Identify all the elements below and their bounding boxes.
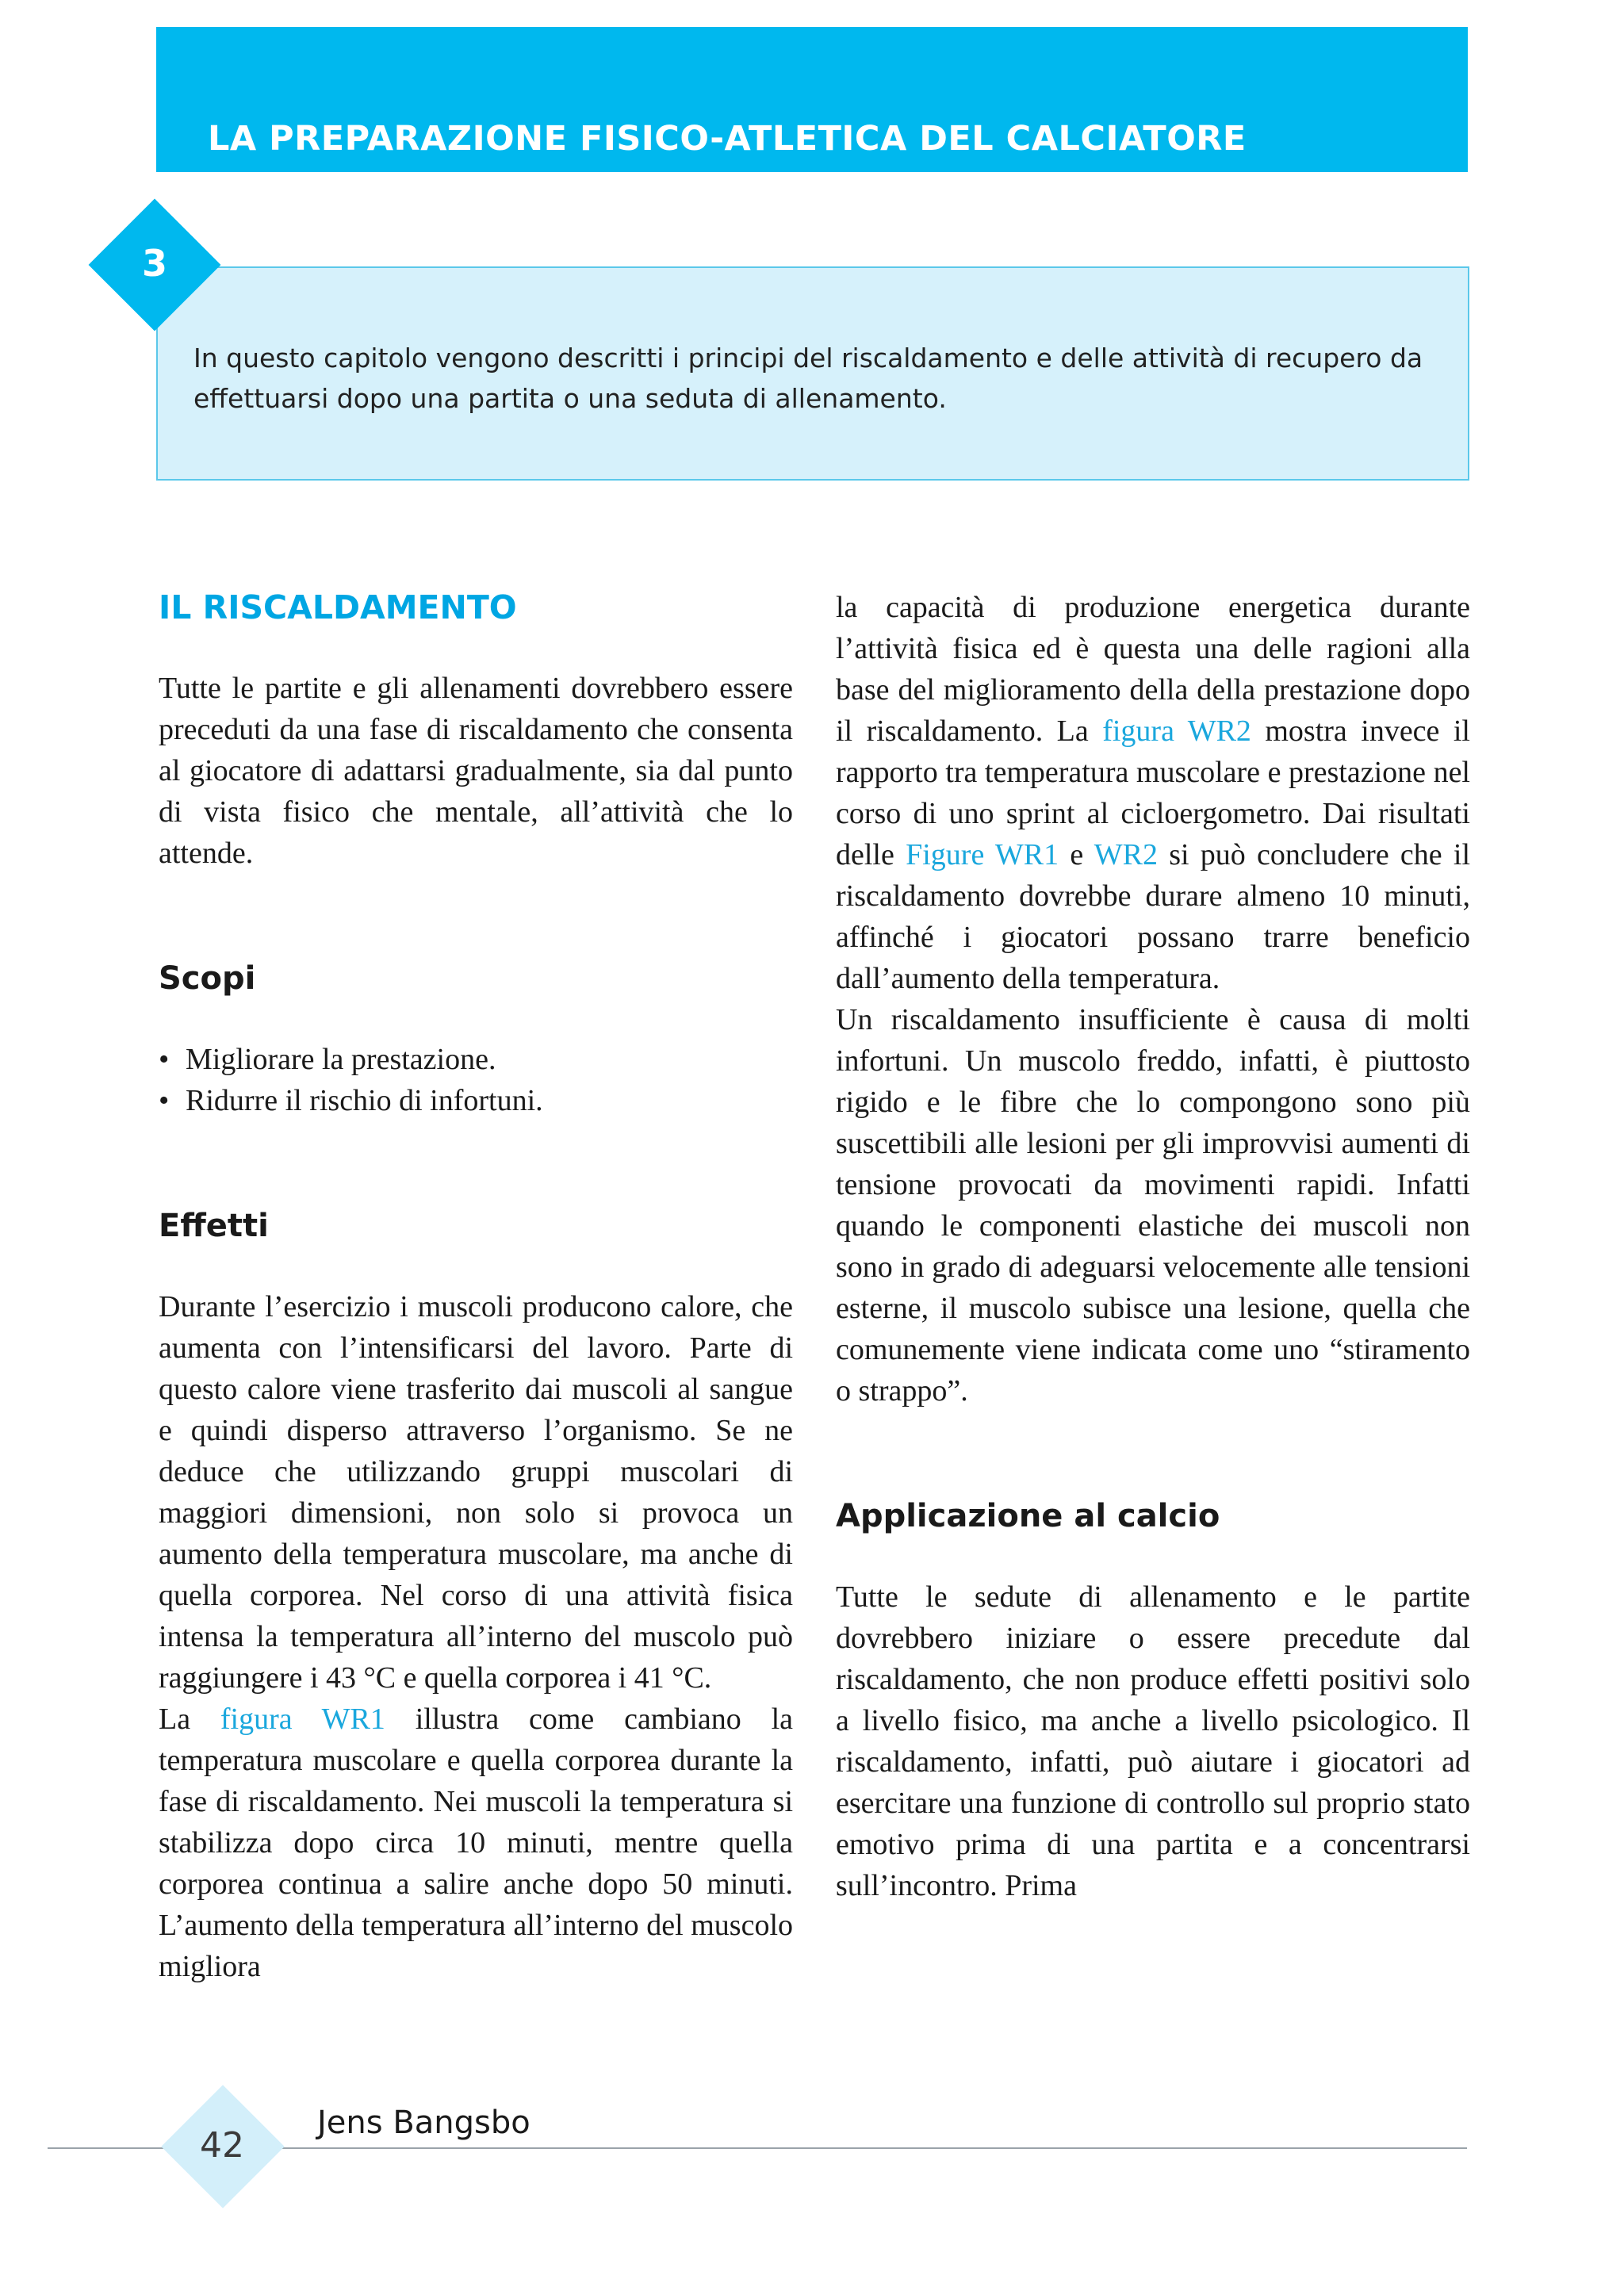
text-run: la capacità di produzione energetica durante l’attività fisica ed è questa una delle ragioni alla base del miglioramento della della prestazione dopo il riscaldamento. La <box>836 591 1470 748</box>
running-header-title: LA PREPARAZIONE FISICO-ATLETICA DEL CALCIATORE <box>208 119 1247 159</box>
figure-reference-link[interactable]: figura WR2 <box>1102 714 1251 748</box>
applicazione-paragraph: Tutte le sedute di allenamento e le partite dovrebbero iniziare o essere precedute dal riscaldamento, che non produce effetti positivi solo a livello fisico, ma anche a livello psicologico. Il riscaldamento, infatti, può aiutare i giocatori ad esercitare una funzione di controllo sul proprio stato emotivo prima di una partita e a concentrarsi sull’incontro. Prima <box>836 1580 1470 1902</box>
figure-reference-link[interactable]: WR2 <box>1094 838 1158 871</box>
list-item-text: Ridurre il rischio di infortuni. <box>186 1084 543 1117</box>
chapter-number: 3 <box>141 242 167 285</box>
figure-reference-link[interactable]: Figure WR1 <box>906 838 1059 871</box>
chapter-summary-text: In questo capitolo vengono descritti i principi del riscaldamento e delle attività di recupero da effettuarsi dopo una partita o una seduta di allenamento. <box>193 343 1423 414</box>
right-paragraph-1 <box>836 587 1470 999</box>
scopi-list <box>159 1039 793 1121</box>
list-item <box>159 1080 793 1121</box>
page-number: 42 <box>200 2125 244 2166</box>
right-paragraph-2: Un riscaldamento insufficiente è causa di molti infortuni. Un muscolo freddo, infatti, è piuttosto rigido e le fibre che lo compongono sono più suscettibili alle lesioni per gli improvvisi aumenti di tensione provocati da movimenti rapidi. Infatti quando le componenti elastiche dei muscoli non sono in grado di adeguarsi velocemente alle tensioni esterne, il muscolo subisce una lesione, quella che comunemente viene indicata come uno “stiramento o strappo”. <box>836 1003 1470 1408</box>
left-column <box>159 587 793 1987</box>
text-run: mostra invece il rapporto tra temperatura muscolare e prestazione nel corso di uno sprint al cicloergometro. Dai risultati delle <box>836 714 1470 871</box>
effetti-paragraph-2 <box>159 1699 793 1987</box>
text-run: illustra come cambiano la temperatura muscolare e quella corporea durante la fase di riscaldamento. Nei muscoli la temperatura si stabilizza dopo circa 10 minuti, mentre quella corporea continua a salire anche dopo 50 minuti. L’aumento della temperatura all’interno del muscolo migliora <box>159 1703 793 1983</box>
subheading-effetti: Effetti <box>159 1208 269 1244</box>
subheading-scopi: Scopi <box>159 960 256 997</box>
list-item <box>159 1039 793 1080</box>
text-run: si può concludere che il riscaldamento dovrebbe durare almeno 10 minuti, affinché i giocatori possano trarre beneficio dall’aumento della temperatura. <box>836 838 1470 995</box>
subheading-applicazione: Applicazione al calcio <box>836 1498 1220 1534</box>
text-run: La <box>159 1703 220 1736</box>
intro-paragraph: Tutte le partite e gli allenamenti dovrebbero essere preceduti da una fase di riscaldamento che consenta al giocatore di adattarsi gradualmente, sia dal punto di vista fisico che mentale, all’attività che lo attende. <box>159 672 793 870</box>
effetti-paragraph-1: Durante l’esercizio i muscoli producono calore, che aumenta con l’intensificarsi del lavoro. Parte di questo calore viene trasferito dai muscoli al sangue e quindi disperso attraverso l’organismo. Se ne deduce che utilizzando gruppi muscolari di maggiori dimensioni, non solo si provoca un aumento della temperatura muscolare, ma anche di quella corporea. Nel corso di una attività fisica intensa la temperatura all’interno del muscolo può raggiungere i 43 °C e quella corporea i 41 °C. <box>159 1290 793 1695</box>
chapter-summary-box <box>156 266 1469 481</box>
footer-author: Jens Bangsbo <box>317 2105 530 2141</box>
text-run: e <box>1059 838 1094 871</box>
figure-reference-link[interactable]: figura WR1 <box>220 1703 385 1736</box>
bullet-glyph: • <box>159 1084 170 1117</box>
right-column <box>836 587 1470 1906</box>
section-heading-riscaldamento: IL RISCALDAMENTO <box>159 588 517 626</box>
list-item-text: Migliorare la prestazione. <box>186 1043 496 1076</box>
bullet-glyph: • <box>159 1043 170 1076</box>
